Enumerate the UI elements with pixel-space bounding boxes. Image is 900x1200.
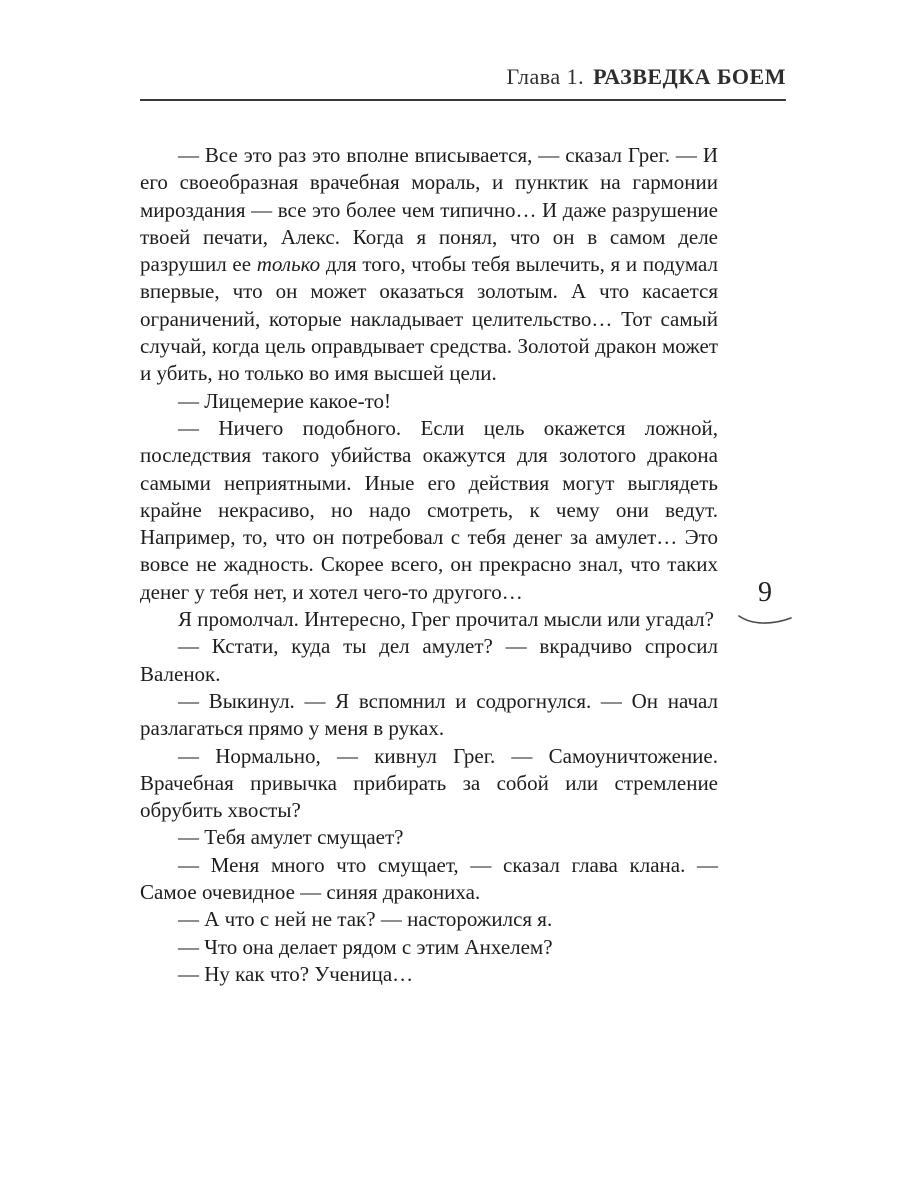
text-segment: — Ничего подобного. Если цель окажется ложной, последствия такого убийства окажутся для золотого дракона самыми неприятными. Иные его действия могут выглядеть крайне некрасиво, но надо смотреть, к чему они ведут. Например, то, что он потребовал с тебя денег за амулет… Это вовсе не жадность. Скорее всего, он прекрасно знал, что таких денег у тебя нет, и хотел чего-то другого… [140,415,718,604]
paragraph [140,852,718,907]
paragraph [140,388,718,415]
paragraph [140,743,718,825]
chapter-label: Глава 1. [506,64,585,89]
text-segment: — Что она делает рядом с этим Анхелем? [178,934,553,959]
paragraph [140,142,718,388]
text-segment: — Тебя амулет смущает? [178,825,404,850]
chapter-title: РАЗВЕДКА БОЕМ [593,64,786,89]
text-segment: — Все это раз это вполне вписывается, — сказал Грег. — И его своеобразная врачебная мораль, и пунктик на гармонии мироздания — все это более чем типично… И даже разрушение твоей печати, Алекс. Когда я понял, что он в самом деле разрушил ее [140,143,718,277]
running-header [140,64,786,90]
text-segment: — Ну как что? Ученица… [178,961,414,986]
header-rule [140,99,786,101]
text-segment: — Меня много что смущает, — сказал глава клана. — Самое очевидное — синяя дракониха. [140,852,718,905]
paragraph [140,633,718,688]
text-segment: Я промолчал. Интересно, Грег прочитал мысли или угадал? [178,607,714,632]
text-segment: для того, чтобы тебя вылечить, я и подумал впервые, что он может оказаться золотым. А что касается ограничений, которые накладывает целительство… Тот самый случай, когда цель оправдывает средства. Золотой дракон может и убить, но только во имя высшей цели. [140,252,718,386]
paragraph [140,824,718,851]
paragraph [140,906,718,933]
paragraph [140,606,718,633]
paragraph [140,934,718,961]
text-segment: — Выкинул. — Я вспомнил и содрогнулся. — Он начал разлагаться прямо у меня в руках. [140,688,718,741]
paragraph [140,961,718,988]
text-block [140,142,718,988]
text-segment: — Нормально, — кивнул Грег. — Самоуничтожение. Врачебная привычка прибирать за собой или стремление обрубить хвосты? [140,743,718,823]
text-segment: — Лицемерие какое-то! [178,388,392,413]
page-number: 9 [758,577,772,608]
paragraph [140,688,718,743]
text-segment: — Кстати, куда ты дел амулет? — вкрадчиво спросил Валенок. [140,634,718,686]
italic-text: только [256,252,321,277]
flourish-icon [736,612,794,628]
text-segment: — А что с ней не так? — насторожился я. [178,907,553,932]
paragraph [140,415,718,606]
page-number-group [730,576,800,628]
